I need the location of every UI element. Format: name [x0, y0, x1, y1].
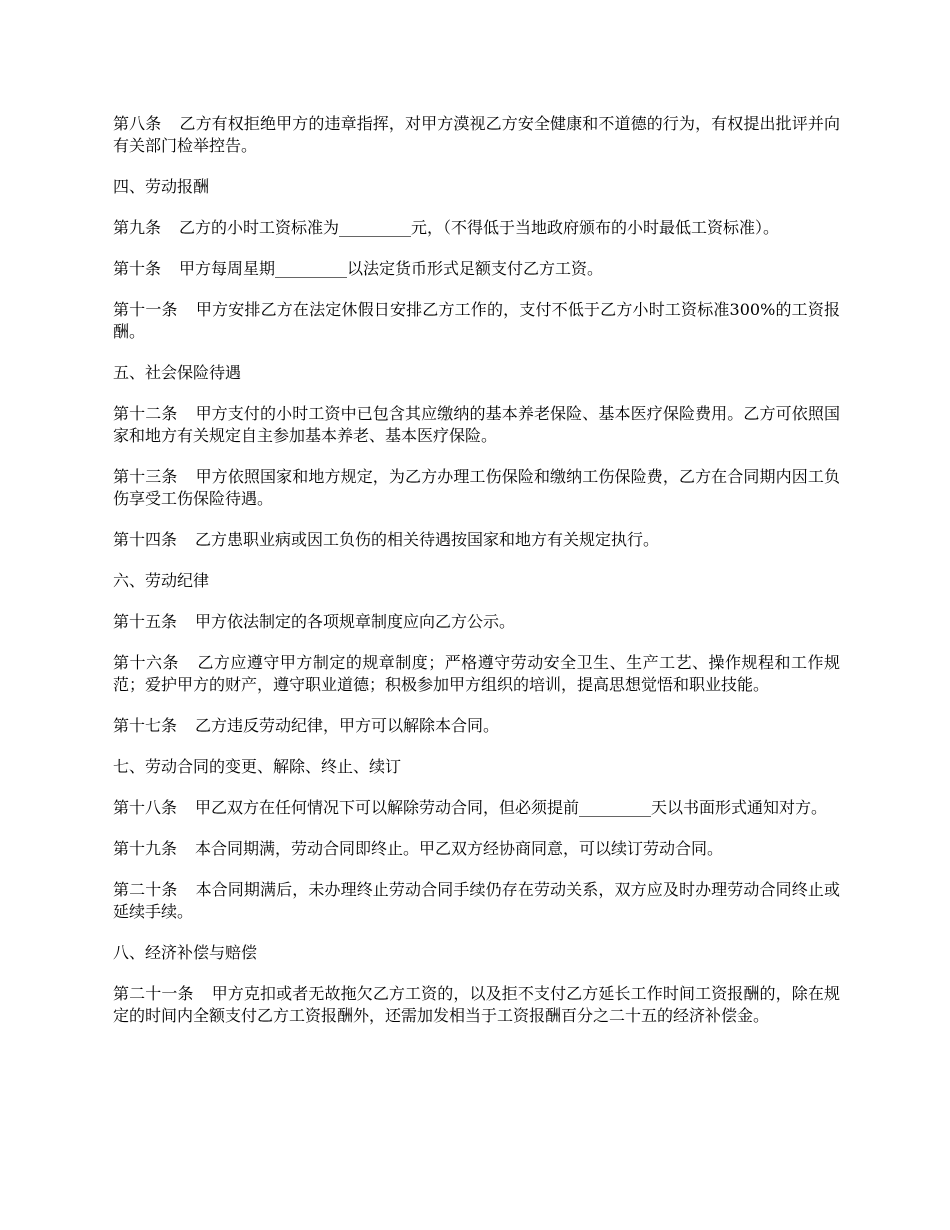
- article-12: [113, 403, 840, 447]
- article-label: 第二十一条: [113, 984, 194, 1003]
- article-label: 第十七条: [113, 716, 178, 735]
- article-8: [113, 113, 840, 157]
- article-text: 甲方支付的小时工资中已包含其应缴纳的基本养老保险、基本医疗保险费用。乙方可依照国家和地方有关规定自主参加基本养老、基本医疗保险。: [113, 404, 840, 445]
- section-heading-4: 四、劳动报酬: [113, 177, 210, 196]
- article-text: 乙方的小时工资标准为_________元，（不得低于当地政府颁布的小时最低工资标准）。: [179, 218, 780, 237]
- article-15: [113, 611, 840, 633]
- article-21: [113, 983, 840, 1027]
- article-label: 第十九条: [113, 839, 178, 858]
- article-label: 第十四条: [113, 530, 178, 549]
- article-text: 乙方违反劳动纪律，甲方可以解除本合同。: [195, 716, 500, 735]
- article-label: 第十六条: [113, 653, 179, 672]
- article-text: 甲乙双方在任何情况下可以解除劳动合同，但必须提前_________天以书面形式通知对方。: [195, 798, 828, 817]
- section-heading-5: 五、社会保险待遇: [113, 363, 242, 382]
- article-16: [113, 652, 840, 696]
- article-text: 甲方依法制定的各项规章制度应向乙方公示。: [195, 612, 516, 631]
- article-text: 本合同期满，劳动合同即终止。甲乙双方经协商同意，可以续订劳动合同。: [195, 839, 724, 858]
- section-heading-6: 六、劳动纪律: [113, 571, 210, 590]
- article-18: [113, 797, 840, 819]
- article-label: 第十八条: [113, 798, 178, 817]
- article-19: [113, 838, 840, 860]
- section-heading-8: 八、经济补偿与赔偿: [113, 943, 258, 962]
- article-label: 第十二条: [113, 404, 178, 423]
- article-text: 甲方每周星期_________以法定货币形式足额支付乙方工资。: [179, 259, 604, 278]
- article-label: 第八条: [113, 114, 162, 133]
- article-10: [113, 258, 840, 280]
- article-13: [113, 466, 840, 510]
- article-text: 乙方患职业病或因工负伤的相关待遇按国家和地方有关规定执行。: [195, 530, 660, 549]
- article-11: [113, 299, 840, 343]
- article-label: 第十五条: [113, 612, 178, 631]
- article-label: 第十三条: [113, 467, 178, 486]
- article-9: [113, 217, 840, 239]
- article-17: [113, 715, 840, 737]
- article-text: 乙方应遵守甲方制定的规章制度；严格遵守劳动安全卫生、生产工艺、操作规程和工作规范；爱护甲方的财产，遵守职业道德；积极参加甲方组织的培训，提高思想觉悟和职业技能。: [113, 653, 840, 694]
- article-label: 第九条: [113, 218, 162, 237]
- article-label: 第十一条: [113, 300, 178, 319]
- section-heading-7: 七、劳动合同的变更、解除、终止、续订: [113, 757, 402, 776]
- article-text: 乙方有权拒绝甲方的违章指挥，对甲方漠视乙方安全健康和不道德的行为，有权提出批评并向有关部门检举控告。: [113, 114, 840, 155]
- document-page: [113, 113, 840, 1046]
- article-text: 甲方依照国家和地方规定，为乙方办理工伤保险和缴纳工伤保险费，乙方在合同期内因工负伤享受工伤保险待遇。: [113, 467, 840, 508]
- article-text: 甲方克扣或者无故拖欠乙方工资的，以及拒不支付乙方延长工作时间工资报酬的，除在规定的时间内全额支付乙方工资报酬外，还需加发相当于工资报酬百分之二十五的经济补偿金。: [113, 984, 840, 1025]
- article-label: 第十条: [113, 259, 162, 278]
- article-text: 本合同期满后，未办理终止劳动合同手续仍存在劳动关系，双方应及时办理劳动合同终止或延续手续。: [113, 880, 840, 921]
- article-20: [113, 879, 840, 923]
- article-14: [113, 529, 840, 551]
- article-text: 甲方安排乙方在法定休假日安排乙方工作的，支付不低于乙方小时工资标准300%的工资报酬。: [113, 300, 840, 341]
- article-label: 第二十条: [113, 880, 178, 899]
